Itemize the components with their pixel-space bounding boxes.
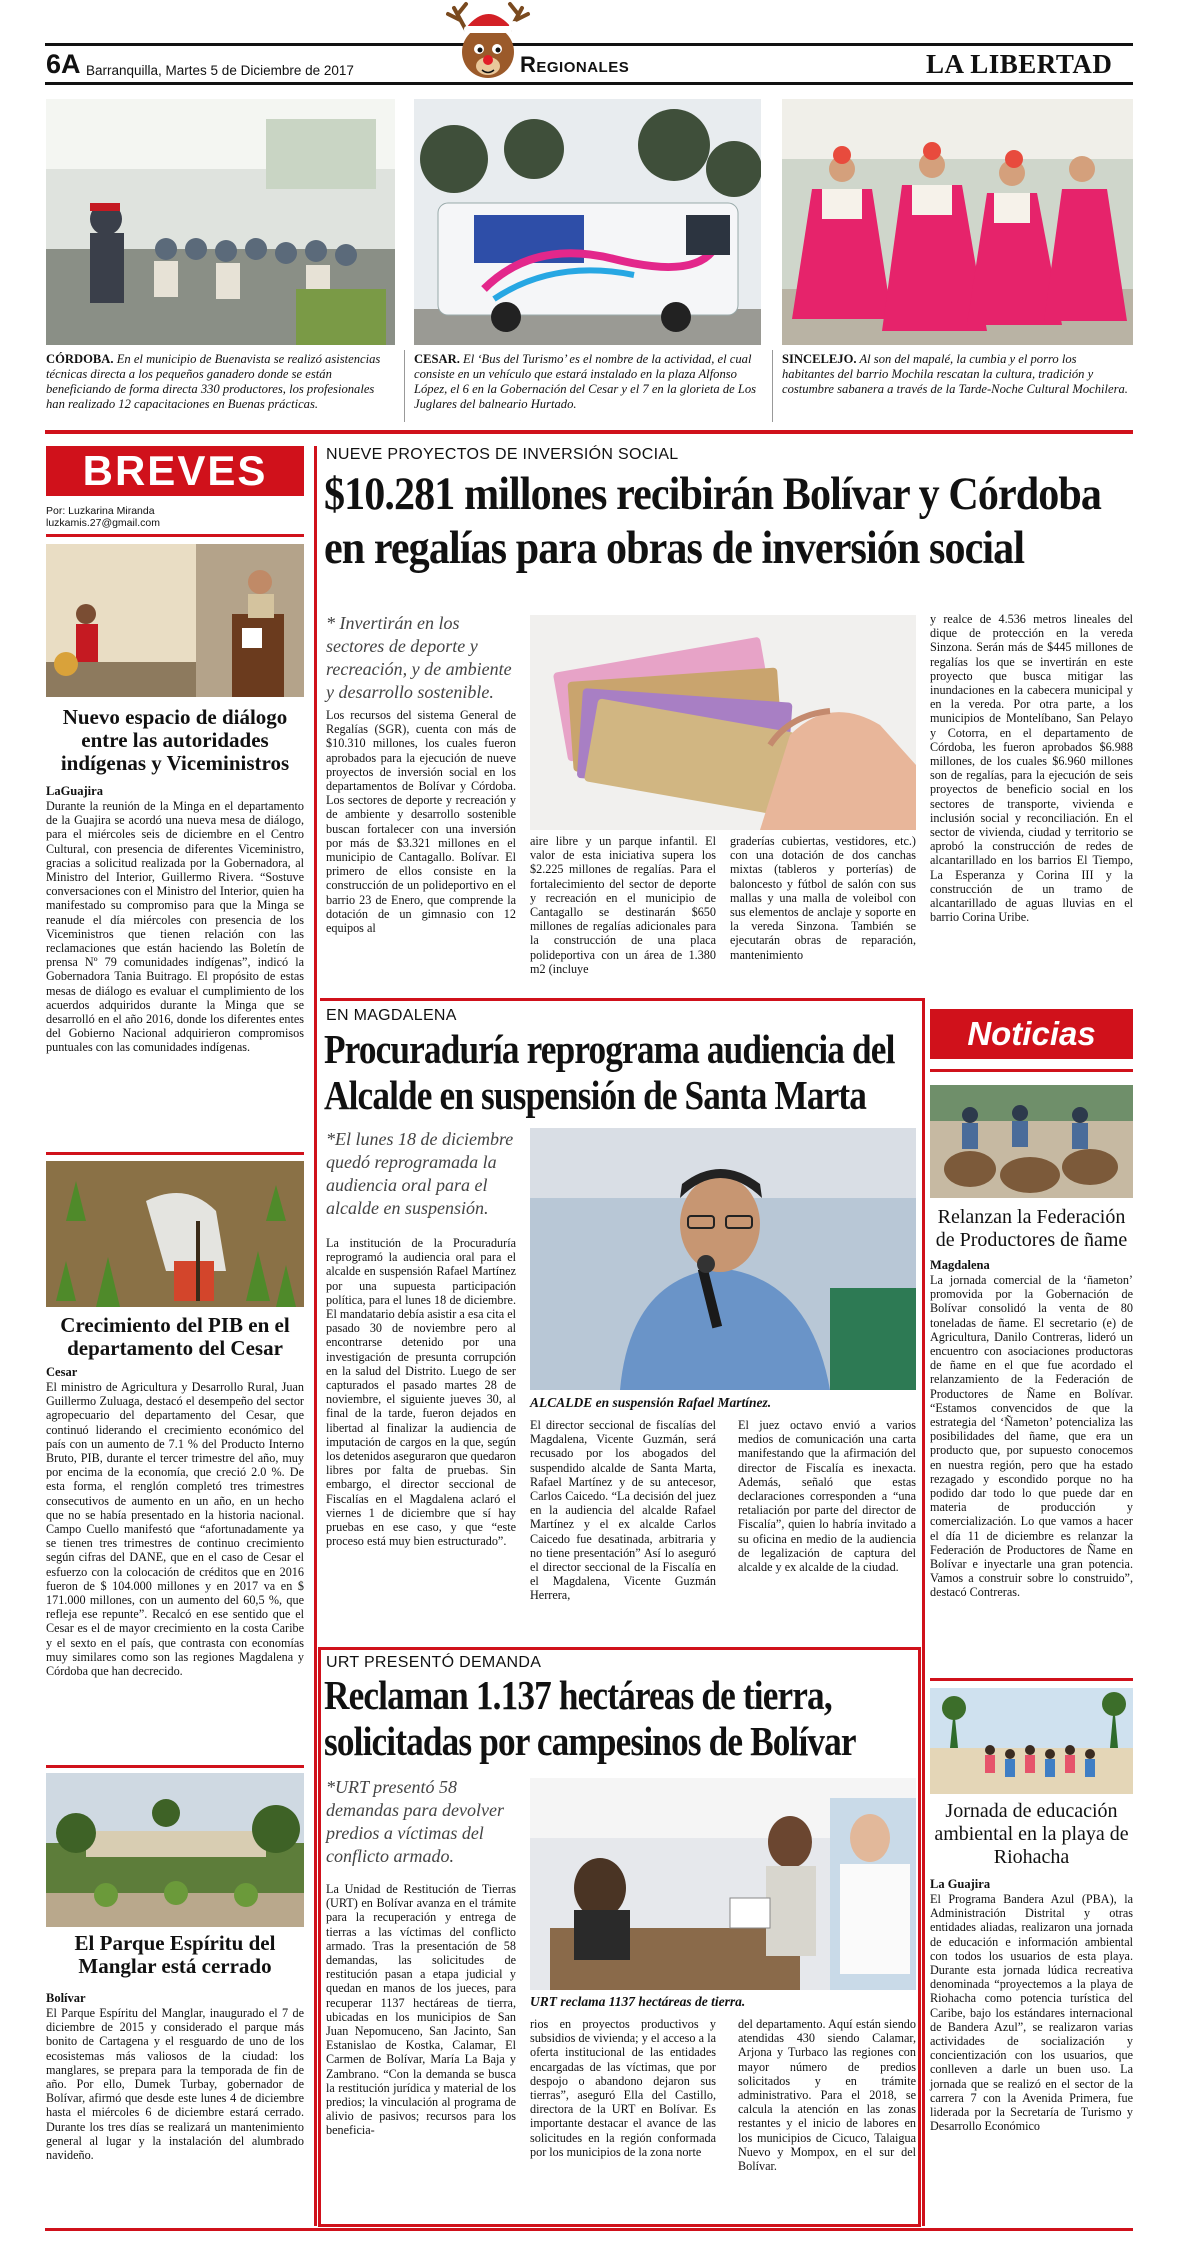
breves-item-1-title: Nuevo espacio de diálogo entre las autoridades indígenas y Viceministros [60, 705, 290, 775]
noticias-item-2-place: La Guajira [930, 1877, 991, 1891]
breves-rule [46, 1152, 304, 1155]
top-caption-cordoba [46, 352, 396, 412]
caption-divider [772, 350, 773, 422]
story2-col3: El juez octavo envió a varios medios de comunicación una carta manifestando que la afirmación del director de Fiscalía es inexacta. Además, señaló que estas declaraciones corresponden a “una retaliación por parte del director de Fiscalía”, quien lo habría invitado a su oficina en medio de la audiencia de legalización de captura del alcalde y ex alcalde de la ciudad. [738, 1418, 916, 1575]
breves-rule [46, 1765, 304, 1768]
top-caption-cesar [414, 352, 762, 412]
breves-item-3-title: El Parque Espíritu del Manglar está cerrado [74, 1931, 276, 1978]
caption-place: SINCELEJO. [782, 352, 857, 366]
story3-headline-line1: Reclaman 1.137 hectáreas de tierra, [324, 1672, 832, 1718]
noticias-rule [930, 1678, 1133, 1681]
story1-col3: graderías cubiertas, vestidores, etc.) con una dotación de dos canchas mixtas (tableros y porterías) de baloncesto y fútbol de salón con sus mallas y una malla de voleibol con sus elementos de anclaje y soporte en la vereda Sinzona. También se ejecutarán obras de reparación, mantenimiento [730, 834, 916, 962]
caption-text: Al son del mapalé, la cumbia y el porro los habitantes del barrio Mochila rescatan la cultura, tradición y costumbre sabanera a través de la Tarde-Noche Cultural Mochilera. [782, 352, 1128, 396]
right-column-divider [922, 998, 925, 2226]
story1-col4: y realce de 4.536 metros lineales del dique de protección en la vereda Sinzona. Serán más de $445 millones de regalías los que se invertirán en este proyecto que busca mitigar las inundaciones en la cabecera municipal y en la vereda. Por otra parte, a los municipios de Montelíbano, San Pelayo y Cotorra, en el departamento de Córdoba, les fueron aprobados $6.988 millones, de los cuales $6.960 millones son de regalías, para la ejecución de seis proyectos de beneficio social en los sectores de transporte, vivienda e inclusión social y reconciliación. En el sector de vivienda, ciudad y territorio se aprobó la construcción de redes de alcantarillado en los barrios El Tiempo, La Esperanza y Corina III y la construcción de un tramo de alcantarillado de aguas lluvias en el barrio Corina Uribe. [930, 612, 1133, 925]
story2-deck: *El lunes 18 de diciembre quedó reprogramada la audiencia oral para el alcalde en suspensión. [326, 1129, 514, 1218]
story1-headline-line1: $10.281 millones recibirán Bolívar y Córdoba [324, 468, 1102, 520]
top-photo-cesar-bus [414, 99, 761, 345]
top-caption-sincelejo [782, 352, 1132, 397]
noticias-item-2-title: Jornada de educación ambiental en la playa de Riohacha [934, 1800, 1129, 1868]
caption-place: CÓRDOBA. [46, 352, 114, 366]
story2-photo-mayor [530, 1128, 916, 1390]
noticias-item-1-title: Relanzan la Federación de Productores de ñame [935, 1206, 1128, 1251]
story2-kicker: EN MAGDALENA [326, 1007, 457, 1024]
caption-divider [404, 350, 405, 422]
story1-deck: * Invertirán en los sectores de deporte y recreación, y de ambiente y desarrollo sostenible. [326, 613, 512, 702]
story2-col2: El director seccional de fiscalías del Magdalena, Vicente Guzmán, será recusado por los abogados del suspendido alcalde de Santa Marta, Rafael Martínez y de su antecesor, Carlos Caicedo. “La decisión del juez en la audiencia del alcalde Rafael Martínez y el ex alcalde Carlos Caicedo fue desatinada, arbitraria y no tiene presentación” Así lo aseguró el director seccional de la Fiscalía en el Magdalena, Vicente Guzmán Herrera, [530, 1418, 716, 1603]
left-column-divider [314, 446, 317, 2226]
story2-headline-line2: Alcalde en suspensión de Santa Marta [324, 1072, 867, 1118]
page-bottom-rule [45, 2228, 1133, 2231]
noticias-photo-name [930, 1085, 1133, 1198]
breves-byline: Por: Luzkarina Miranda [46, 505, 155, 517]
story3-photo-urt [530, 1778, 916, 1990]
breves-email: luzkamis.27@gmail.com [46, 517, 160, 529]
breves-photo-cesar-farmer [46, 1161, 304, 1307]
breves-item-2-text: El ministro de Agricultura y Desarrollo Rural, Juan Guillermo Zuluaga, destacó el desempeño del sector agropecuario del departamento del Cesar, que continuó liderando el crecimiento económico del país con un aumento de 7.1 % del Producto Interno Bruto, PIB, durante el tercer trimestre del año, muy por encima de la economía, que creció 2.0 %. De esta forma, el renglón completó tres trimestres consecutivos de aumento en un año, en un hecho que no se había presentado en la historia nacional. Campo Cuello manifestó que “afortunadamente ya se tienen tres trimestres de continuo crecimiento según cifras del DANE, que en el caso de Cesar el esfuerzo con la colocación de créditos que en 2016 fueron de $ 104.000 millones y en 2017 va en $ 171.000 millones, con un aumento del 60,5 %, que refleja ese repunte”. Recalcó en ese sentido que el Cesar es el de mayor crecimiento en la costa Caribe y el sexto en el país, que contrasta con economías muy similares como son las regiones Magdalena y Córdoba que han decrecido. [46, 1380, 304, 1679]
section-divider-top [45, 430, 1133, 434]
breves-item-3-place: Bolívar [46, 1991, 86, 2005]
masthead: LA LIBERTAD [926, 49, 1113, 79]
noticias-item-2-text: El Programa Bandera Azul (PBA), la Administración Distrital y otras entidades aliadas, realizaron una jornada de educación e información ambiental con todos los usuarios de esta playa. Durante esta jornada lúdica recreativa denominada “proyectemos a la playa de Riohacha como potencia turística del Caribe, bajo los estándares internacional de Bandera Azul”, se realizaron varias actividades de socialización y concientización con los usuarios, que conlleven a darle un buen uso. La jornada que se realizó en el sector de la carrera 7 con la Avenida Primera, fue liderada por la Secretaría de Turismo y Desarrollo Económico [930, 1892, 1133, 2134]
breves-item-2-place: Cesar [46, 1365, 78, 1379]
noticias-item-1-place: Magdalena [930, 1258, 990, 1272]
top-photo-cordoba [46, 99, 395, 345]
noticias-item-1-text: La jornada comercial de la ‘ñameton’ promovida por la Gobernación de Bolívar consolidó la venta de 80 toneladas de ñame. El secretario (e) de Agricultura, Danilo Contreras, lideró un encuentro con asociaciones productoras de ñame en el que fue acordado el relanzamiento de la Federación de Productores de Ñame en Bolívar. “Estamos convencidos de que la estrategia del ‘Ñameton’ potencializa las posibilidades del ñame, que era un producto que, por supuesto conocemos en nuestra región, pero que ha estado rezagado y escondido porque no ha podido dar todo lo que puede dar en materia de producción y comercialización. Lo que vamos a hacer el día 11 de diciembre es relanzar la Federación de Productores de Ñame en Bolívar e inyectarle una gran potencia. Vamos a construir sobre lo construido”, destacó Contreras. [930, 1273, 1133, 1600]
header-top-rule [45, 43, 1133, 46]
noticias-label: Noticias [930, 1009, 1133, 1059]
section-name: Regionales [520, 52, 630, 77]
top-photo-sincelejo-dancers [782, 99, 1133, 345]
story1-col1: Los recursos del sistema General de Regalías (SGR), cuenta con más de $10.310 millones, los cuales fueron aprobados para la ejecución de nueve proyectos de inversión social en los departamentos de Bolívar y Córdoba. Los sectores de deporte y recreación y de ambiente y desarrollo sostenible buscan fortalecer con una inversión por más de $3.321 millones en el municipio de Cantagallo. Bolívar. El primero de ellos consiste en la construcción de un polideportivo en el barrio 23 de Enero, que comprende la dotación de un gimnasio con 12 equipos al [326, 708, 516, 936]
breves-photo-guajira [46, 544, 304, 697]
story1-headline-line2: en regalías para obras de inversión social [324, 522, 1025, 574]
breves-item-1-text: Durante la reunión de la Minga en el departamento de la Guajira se acordó una nueva mesa de diálogo, para el miércoles seis de diciembre en el Centro Cultural, con presencia de diferentes Viceministro, gracias a solicitud realizada por la Gobernadora, al Ministro del Interior, Guillermo Rivera. “Sostuve conversaciones con el Ministro del Interior, quien ha manifestado su compromiso para que la Minga se reanude el día miércoles con presencia de los Viceministros que tienen relación con las reclamaciones que están haciendo las Boletín de prensa Nº 79 comunidades indígenas”, indicó la Gobernadora Tania Buitrago. El propósito de estas mesas de diálogo es evaluar el cumplimiento de los acuerdos adquiridos durante la Minga que se desarrolló en el año 2016, donde los diferentes entes del Gobierno Nacional adquirieron compromisos puntuales con las comunidades indígenas. [46, 799, 304, 1055]
story1-col2: aire libre y un parque infantil. El valor de esta iniciativa supera los $2.225 millones de regalías. Para el fortalecimiento del sector de deporte y recreación en el municipio de Cantagallo se destinarán $650 millones de regalías adicionales para la construcción de una placa polideportiva con un área de 1.380 m2 (incluye [530, 834, 716, 976]
noticias-rule [930, 1069, 1133, 1072]
breves-rule [46, 534, 304, 537]
story2-photo-caption: ALCALDE en suspensión Rafael Martínez. [530, 1395, 772, 1410]
caption-place: CESAR. [414, 352, 460, 366]
story1-kicker: NUEVE PROYECTOS DE INVERSIÓN SOCIAL [326, 446, 679, 463]
breves-item-3-text: El Parque Espíritu del Manglar, inaugurado el 7 de diciembre de 2015 y considerado el parque más bonito de Cartagena y el resguardo de uno de los ecosistemas más valiosos de la ciudad: los manglares, se prepara para la temporada de fin de año. Por ello, Dumek Turbay, gobernador de Bolívar, afirmó que desde este lunes 4 de diciembre hasta el miércoles 6 de diciembre estará cerrado. Durante los tres días se realizará un mantenimiento general al lugar y la instalación del alumbrado navideño. [46, 2006, 304, 2163]
story3-col1: La Unidad de Restitución de Tierras (URT) en Bolívar avanza en el trámite para la recuperación y entrega de tierras a las víctimas del conflicto armado. Tras la presentación de 58 demandas, las solicitudes de restitución pasan a etapa judicial y quedan en manos de los jueces, para recuperar 1137 hectáreas de tierra, ubicadas en los municipios de San Juan Nepomuceno, San Jacinto, San Estanislao de Kostka, Calamar, El Carmen de Bolívar, María La Baja y Zambrano. “Con la demanda se busca la restitución jurídica y material de los predios; la vinculación al programa de alivio de pasivos; recursos para los beneficia- [326, 1882, 516, 2138]
dateline: Barranquilla, Martes 5 de Diciembre de 2017 [86, 63, 354, 78]
story3-col3: del departamento. Aquí están siendo atendidas 430 siendo Calamar, Arjona y Turbaco las regiones con mayor número de predios solicitados y en trámite administrativo. Para el 2018, se calcula la atención en las zonas restantes y el inicio de labores en los municipios de Cicuco, Talaigua Nuevo y Mompox, en el sur del Bolívar. [738, 2017, 916, 2174]
story3-kicker: URT PRESENTÓ DEMANDA [326, 1654, 542, 1671]
breves-item-2-title: Crecimiento del PIB en el departamento del Cesar [60, 1313, 290, 1360]
story-divider [320, 998, 922, 1001]
story1-photo-money [530, 615, 916, 830]
caption-text: El ‘Bus del Turismo’ es el nombre de la actividad, el cual consiste en un vehículo que estará instalado en la plaza Alfonso López, el 6 en la Gobernación del Cesar y el 7 en la glorieta de Los Juglares del balneario Hurtado. [414, 352, 757, 411]
breves-item-1-place: LaGuajira [46, 784, 103, 798]
story3-deck: *URT presentó 58 demandas para devolver predios a víctimas del conflicto armado. [326, 1777, 504, 1866]
breves-label: BREVES [46, 446, 304, 496]
story2-col1: La institución de la Procuraduría reprogramó la audiencia oral para el alcalde en suspensión Rafael Martínez por una supuesta participación política, para el lunes 18 de diciembre. El mandatario debía asistir a esa cita el pasado 30 de noviembre pero al encontrarse detenido por una investigación de presunta corrupción en la salud del Distrito. Luego de ser capturados el pasado martes 28 de noviembre, el siguiente jueves 30, al final de la tarde, fueron dejados en libertad al finalizar la audiencia de imputación de cargos en la que, según los detenidos aseguraron que quedaron libres por falta de pruebas. Sin embargo, el director seccional de Fiscalías en el Magdalena aclaró el viernes 1 de diciembre que sí hay pruebas en ese caso, y que “este proceso está muy bien estructurado”. [326, 1236, 516, 1549]
breves-photo-manglar [46, 1773, 304, 1927]
story3-photo-caption: URT reclama 1137 hectáreas de tierra. [530, 1994, 746, 2009]
story3-col2: rios en proyectos productivos y subsidios de vivienda; y el acceso a la oferta institucional de las entidades encargadas de las víctimas, que por despojo o abandono dejaron sus tierras”, aseguró Ella del Castillo, directora de la URT en Bolívar. Es importante destacar el avance de las solicitudes en la región conformada por los municipios de la zona norte [530, 2017, 716, 2159]
header-bottom-rule [45, 82, 1133, 85]
page-number: 6A [46, 49, 81, 79]
caption-text: En el municipio de Buenavista se realizó asistencias técnicas directa a los pequeños ganadero donde se están beneficiando de forma directa 330 productores, los profesionales han realizado 12 capacitaciones en Buenas prácticas. [46, 352, 381, 411]
story2-headline-line1: Procuraduría reprograma audiencia del [324, 1026, 895, 1072]
noticias-photo-riohacha [930, 1688, 1133, 1794]
story3-headline-line2: solicitadas por campesinos de Bolívar [324, 1718, 856, 1764]
